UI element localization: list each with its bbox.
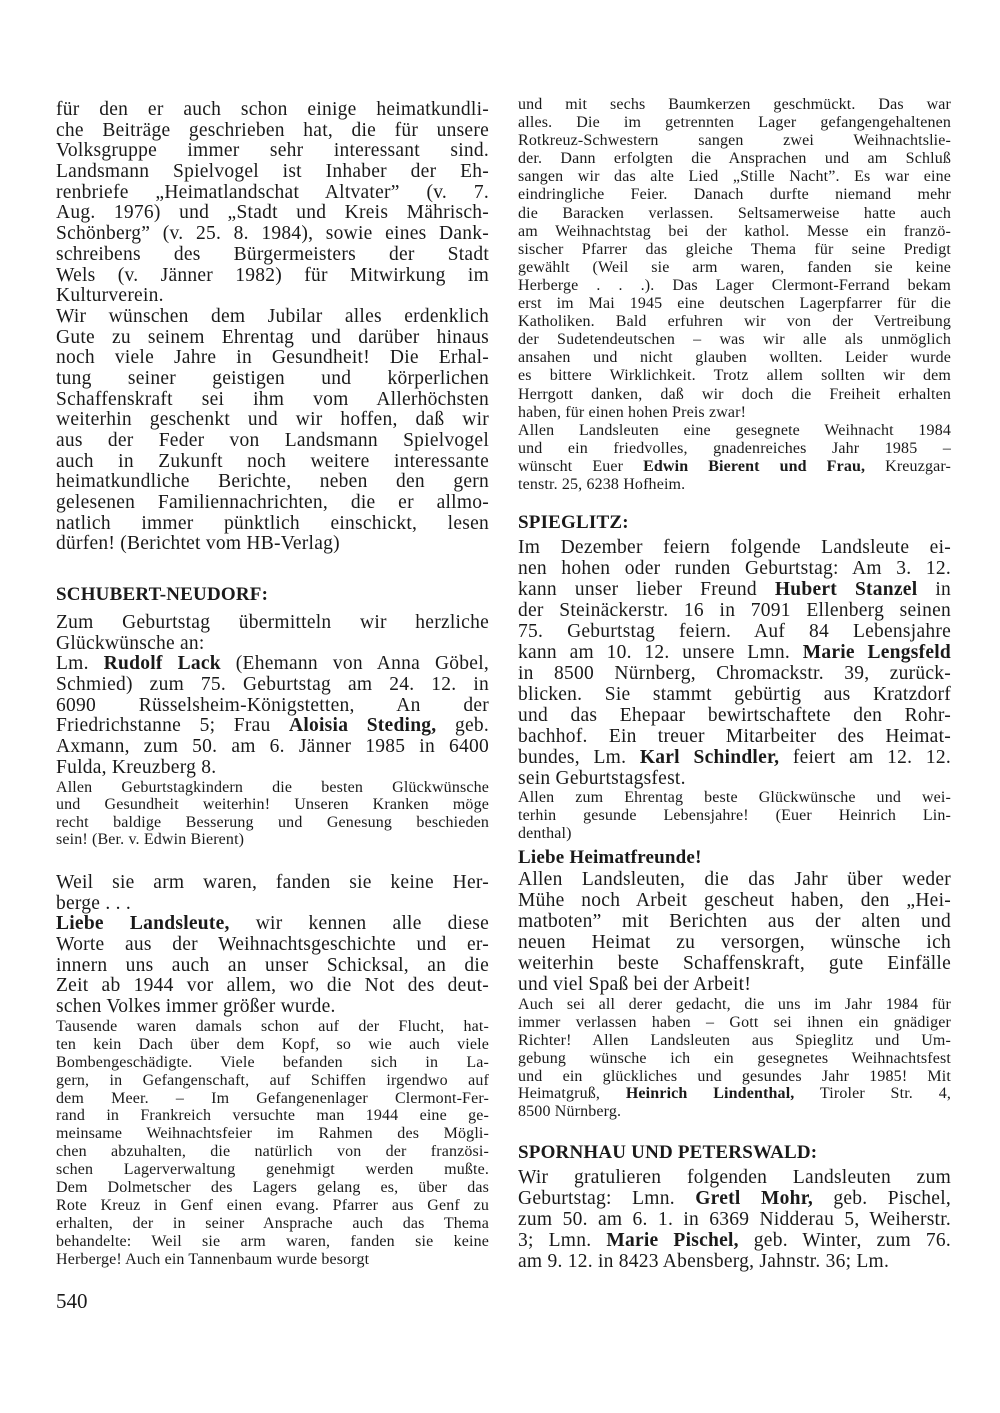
text-line: Allen Landsleuten eine gesegnete Weihnacht 1984 <box>518 421 951 439</box>
spieglitz-wishes <box>518 789 951 843</box>
spieglitz-birthdays <box>518 537 951 789</box>
text-line: tenstr. 25, 6238 Hofheim. <box>518 475 686 493</box>
text-line: che Beiträge geschrieben hat, die für unsere <box>56 120 489 141</box>
text-segment: Heimatgruß, <box>518 1085 626 1103</box>
text-line: Landsmann Spielvogel ist Inhaber der Eh- <box>56 162 489 183</box>
text-line: auch in Zukunft noch weitere interessante <box>56 451 489 472</box>
text-line: noch viele Jahre in Gesundheit! Die Erhal- <box>56 348 489 369</box>
text-segment: feiert am 12. 12. <box>779 747 951 768</box>
text-line: Gute zu seinem Ehrentag und darüber hinaus <box>56 327 489 348</box>
text-line: der. Dann erfolgten die Ansprachen und am Schluß <box>518 150 951 168</box>
text-line: zum 50. am 6. 1. in 6369 Nidderau 5, Weiherstr. <box>518 1209 951 1230</box>
bold-name: Marie Lengsfeld <box>802 642 951 663</box>
text-line: Allen Geburtstagkindern die besten Glückwünsche <box>56 779 489 796</box>
bold-name: Rudolf Lack <box>103 654 221 675</box>
text-line: Zeit ab 1944 vor allem, wo die Not des deut- <box>56 976 489 997</box>
text-segment: Lm. <box>56 654 104 675</box>
text-line <box>518 458 951 476</box>
text-segment: kann unser lieber Freund <box>518 579 775 600</box>
text-line: Weil sie arm waren, fanden sie keine Her- <box>56 873 489 893</box>
text-segment: wünscht Euer <box>518 457 644 475</box>
herberge-article-intro <box>56 873 489 1018</box>
text-line: am 9. 12. in 8423 Abensberg, Jahnstr. 36; Lm. <box>518 1251 890 1272</box>
text-line <box>518 1230 951 1251</box>
text-line: aus der Feder von Landsmann Spielvogel <box>56 431 489 451</box>
text-line: sein Geburtstagsfest. <box>518 768 686 789</box>
text-line: Wir gratulieren folgenden Landsleuten zum <box>518 1167 951 1188</box>
heading-liebe-heimatfreunde: Liebe Heimatfreunde! <box>518 847 702 868</box>
text-line: alles. Die im getrennten Lager gefangengehaltenen <box>518 114 951 132</box>
text-segment: in <box>917 579 951 600</box>
text-line: denthal) <box>518 824 572 842</box>
spornhau-birthdays <box>518 1167 951 1272</box>
text-line: Auch sei all derer gedacht, die uns im Jahr 1984 für <box>518 996 951 1013</box>
text-line: die Baracken verlassen. Seltsamerweise hatte auch <box>518 204 951 222</box>
text-line: Tausende waren damals schon auf der Flucht, hat- <box>56 1018 489 1035</box>
text-line: 6090 Rüsselsheim-Königstetten, An der <box>56 695 489 716</box>
text-line: der Steinäckerstr. 16 in 7091 Ellenberg seinen <box>518 600 951 621</box>
bold-name: Aloisia Steding, <box>289 716 437 737</box>
text-line: erst im Mai 1945 eine deutschen Lagerpfarrer für die <box>518 295 951 313</box>
text-line: ten kein Dach über dem Kopf, so wie auch viele <box>56 1035 489 1053</box>
schubert-neudorf-birthdays <box>56 613 489 779</box>
text-line: Herberge . . .). Das Lager Clermont-Ferrand bekam <box>518 276 951 294</box>
text-segment: Friedrichstanne 5; Frau <box>56 716 290 737</box>
section-heading-spieglitz: SPIEGLITZ: <box>518 512 629 533</box>
text-line: schreibens des Bürgermeisters der Stadt <box>56 244 489 265</box>
text-line: Allen zum Ehrentag beste Glückwünsche und wei- <box>518 789 951 806</box>
text-segment: geb. Pischel, <box>812 1188 951 1209</box>
text-line: Schmied) zum 75. Geburtstag am 24. 12. in <box>56 675 489 696</box>
text-line: und Gesundheit weiterhin! Unseren Kranken möge <box>56 796 489 814</box>
text-line: Allen Landsleuten, die das Jahr über weder <box>518 869 951 890</box>
text-line: ansahen und nicht glauben wollten. Leider wurde <box>518 349 951 367</box>
text-line: Mühe noch Arbeit gescheut haben, den „Hei- <box>518 890 951 911</box>
text-line: bachhof. Ein treuer Mitarbeiter des Heimat- <box>518 726 951 747</box>
text-line: natlich immer pünktlich einschickt, lesen <box>56 513 489 534</box>
text-segment: wir kennen alle diese <box>229 914 489 935</box>
text-line: Rotkreuz-Schwestern sangen zwei Weihnachtslie- <box>518 132 951 150</box>
text-line: Wels (v. Jänner 1982) für Mitwirkung im <box>56 265 489 286</box>
text-line: recht baldige Besserung und Genesung beschieden <box>56 813 489 831</box>
text-segment: (Ehemann von Anna Göbel, <box>220 654 489 675</box>
heimatfreunde-message <box>518 869 951 995</box>
text-line: Herberge! Auch ein Tannenbaum wurde besorgt <box>56 1250 370 1268</box>
bold-name: Edwin Bierent und Frau, <box>643 457 866 475</box>
text-line: terhin gesunde Lebensjahre! (Euer Heinrich Lin- <box>518 806 951 824</box>
text-line: und viel Spaß bei der Arbeit! <box>518 974 752 995</box>
schubert-neudorf-wishes <box>56 779 489 849</box>
text-line: in 8500 Nürnberg, Chromackstr. 39, zurück- <box>518 663 951 684</box>
text-line: es bittere Wirklichkeit. Trotz allem sollten wir dem <box>518 367 951 385</box>
text-line: dürfen! (Berichtet vom HB-Verlag) <box>56 534 340 555</box>
text-line: Herrgott danken, daß wir doch die Freiheit erhalten <box>518 385 951 403</box>
text-line <box>518 747 951 768</box>
text-line: schen Lagerverwaltung genehmigt werden mußte. <box>56 1161 489 1179</box>
bold-name: Marie Pischel, <box>606 1230 739 1251</box>
bold-name: Karl Schindler, <box>639 747 780 768</box>
text-line: Glückwünsche an: <box>56 633 205 654</box>
text-line: Schönberg” (v. 25. 8. 1984), sowie eines Dank- <box>56 224 489 245</box>
bold-name: Liebe Landsleute, <box>56 914 230 935</box>
text-line: Schaffenskraft sei ihm vom Allerhöchsten <box>56 389 489 410</box>
text-line: rand in Frankreich versuchte man 1944 eine ge- <box>56 1107 489 1125</box>
text-line <box>518 1085 951 1103</box>
text-segment: Kreuzgar- <box>865 457 951 475</box>
text-line: und ein glückliches und gesundes Jahr 1985! Mit <box>518 1067 951 1085</box>
text-line: nen hohen oder runden Geburtstag: Am 3. 12. <box>518 558 951 579</box>
section-heading-spornhau-peterswald: SPORNHAU UND PETERSWALD: <box>518 1142 818 1163</box>
text-line <box>518 642 951 663</box>
text-line: meinsame Weihnachtsfeier im Rahmen des Mögli- <box>56 1125 489 1143</box>
text-line: dem Meer. – Im Gefangenenlager Clermont-Fer- <box>56 1089 489 1107</box>
text-line: Rote Kreuz in Genf einen evang. Pfarrer aus Genf zu <box>56 1196 489 1214</box>
text-line: Im Dezember feiern folgende Landsleute ei- <box>518 537 951 558</box>
text-line: haben, für einen hohen Preis zwar! <box>518 403 747 421</box>
text-line <box>56 654 489 675</box>
text-segment: geb. Winter, zum 76. <box>738 1230 951 1251</box>
text-line: 8500 Nürnberg. <box>518 1103 622 1121</box>
text-line: blicken. Sie stammt gebürtig aus Kratzdorf <box>518 684 951 705</box>
text-line: gern, in Gefangenschaft, auf Schiffen irgendwo auf <box>56 1071 489 1089</box>
herberge-article-body <box>56 1018 489 1268</box>
text-line <box>518 579 951 600</box>
text-line: chen abzuhalten, die natürlich von der französi- <box>56 1143 489 1161</box>
herberge-article-continued <box>518 96 951 494</box>
text-line: sangen wir das alte Lied „Stille Nacht”. Es war eine <box>518 168 951 186</box>
text-line: und mit sechs Baumkerzen geschmückt. Das war <box>518 96 951 113</box>
text-line: weiterhin geschenkt und wir hoffen, daß wir <box>56 410 489 431</box>
text-line: eindringliche Feier. Danach durfte niemand mehr <box>518 186 951 204</box>
text-line: gelesenen Familiennachrichten, die er allmo- <box>56 493 489 514</box>
text-line: Worte aus der Weihnachtsgeschichte und er- <box>56 935 489 956</box>
text-line: tung seiner geistigen und körperlichen <box>56 368 489 389</box>
section-heading-schubert-neudorf: SCHUBERT-NEUDORF: <box>56 584 269 605</box>
text-line: 75. Geburtstag feiern. Auf 84 Lebensjahre <box>518 621 951 642</box>
text-line: renbriefe „Heimatlandschat Altvater” (v. 7. <box>56 182 489 203</box>
text-line: erhalten, der in seiner Ansprache auch das Thema <box>56 1214 489 1232</box>
text-line: sein! (Ber. v. Edwin Bierent) <box>56 831 245 849</box>
bold-name: Gretl Mohr, <box>695 1188 813 1209</box>
text-line: und ein friedvolles, gnadenreiches Jahr 1985 – <box>518 439 951 457</box>
text-segment: Tiroler Str. 4, <box>794 1085 951 1103</box>
heimatfreunde-remembrance <box>518 996 951 1121</box>
article-intro <box>56 100 489 555</box>
text-segment: 3; Lmn. <box>518 1230 607 1251</box>
text-line: und das Ehepaar bewirtschaftete den Rohr- <box>518 705 951 726</box>
text-line: schen Volkes immer größer wurde. <box>56 997 336 1018</box>
text-line: am Weihnachtstag bei der kathol. Messe ein franzö- <box>518 222 951 240</box>
text-line: heimatkundliche Berichte, neben den gern <box>56 472 489 493</box>
text-line: Volksgruppe immer sehr interessant sind. <box>56 141 489 162</box>
text-line: sischer Pfarrer das gleiche Thema für seine Predigt <box>518 240 951 258</box>
text-line <box>518 1188 951 1209</box>
text-line: neuen Heimat zu versorgen, wünsche ich <box>518 932 951 953</box>
text-line: berge . . . <box>56 893 131 914</box>
page-number: 540 <box>56 1289 88 1313</box>
text-segment: geb. <box>436 716 489 737</box>
text-line: Zum Geburtstag übermitteln wir herzliche <box>56 613 489 633</box>
text-segment: bundes, Lm. <box>518 747 640 768</box>
text-line: Dem Dolmetscher des Lagers gelang es, über das <box>56 1179 489 1197</box>
text-line: Wir wünschen dem Jubilar alles erdenklich <box>56 306 489 327</box>
text-line: der Sudetendeutschen – was wir alle als unmöglich <box>518 331 951 349</box>
text-line: gewählt (Weil sie arm waren, fanden sie keine <box>518 258 951 276</box>
bold-name: Hubert Stanzel <box>774 579 918 600</box>
text-line: Kulturverein. <box>56 286 164 307</box>
text-line: für den er auch schon einige heimatkundli- <box>56 100 489 120</box>
text-line: Katholiken. Bald erfuhren wir von der Vertreibung <box>518 313 951 331</box>
text-line: Richter! Allen Landsleuten aus Spieglitz und Um- <box>518 1031 951 1049</box>
text-line: Bombengeschädigte. Viele befanden sich in La- <box>56 1053 489 1071</box>
text-line: innern uns auch an unser Schicksal, an die <box>56 955 489 976</box>
text-segment: Geburtstag: Lmn. <box>518 1188 696 1209</box>
text-line: matboten” mit Berichten aus der alten und <box>518 911 951 932</box>
text-line <box>56 716 489 737</box>
text-line <box>56 914 489 935</box>
text-line: behandelte: Weil sie arm waren, fanden sie keine <box>56 1232 489 1250</box>
text-line: gebung wünsche ich ein gesegnetes Weihnachtsfest <box>518 1049 951 1067</box>
text-line: Aug. 1976) und „Stadt und Kreis Mährisch- <box>56 203 489 224</box>
text-line: weiterhin beste Schaffenskraft, gute Einfälle <box>518 953 951 974</box>
text-line: immer verlassen haben – Gott sei ihnen ein gnädiger <box>518 1013 951 1031</box>
text-segment: kann am 10. 12. unsere Lmn. <box>518 642 803 663</box>
text-line: Fulda, Kreuzberg 8. <box>56 757 217 778</box>
text-line: Axmann, zum 50. am 6. Jänner 1985 in 6400 <box>56 737 489 758</box>
bold-name: Heinrich Lindenthal, <box>625 1085 795 1103</box>
